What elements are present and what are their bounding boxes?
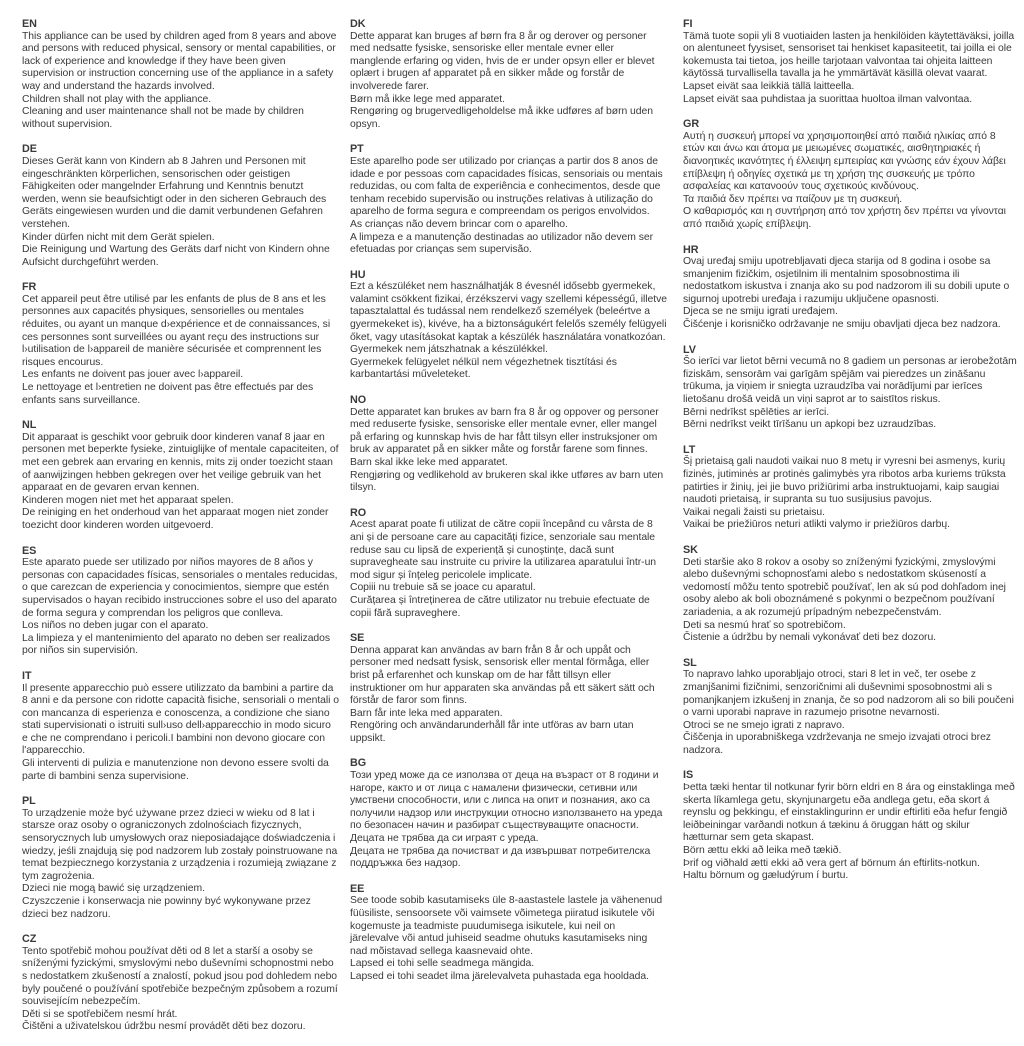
instruction-paragraph: Čištěni a uživatelskou údržbu nesmí provádět děti bez dozoru.	[22, 1021, 306, 1033]
instructions-column-1	[22, 18, 339, 1046]
instruction-paragraph: Čišćenje i korisničko održavanje ne smiju obavljati djeca bez nadzora.	[683, 319, 1001, 331]
instruction-paragraph: Kinderen mogen niet met het apparaat spelen.	[22, 494, 234, 506]
instruction-paragraph: Ovaj uređaj smiju upotrebljavati djeca starija od 8 godina i osobe sa smanjenim fizičkim, osjetilnim ili mentalnim sposobnostima ili nedostatkom iskustva i znanja ako su pod nadzorom ili su dobili upute o sigurnoj upotrebi uređaja i razumiju uključene opasnosti.	[683, 256, 1010, 305]
language-code-label: SK	[683, 543, 698, 556]
instruction-paragraph: Otroci se ne smejo igrati z napravo.	[683, 719, 845, 731]
instruction-paragraph: Този уред може да се използва от деца на възраст от 8 години и нагоре, както и от лица с намалени физически, сетивни или умствени способности, или с липса на опит и познания, ако са получили надзор или инструкции относно използването на уреда по безопасен начин и разбират съществуващите опасности.	[350, 770, 663, 832]
instruction-paragraph: De reiniging en het onderhoud van het apparaat mogen niet zonder toezicht door kinderen worden uitgevoerd.	[22, 507, 329, 531]
language-code-label: SL	[683, 656, 697, 669]
language-code-label: LT	[683, 443, 696, 456]
language-code-label: GR	[683, 118, 700, 131]
instruction-paragraph: See toode sobib kasutamiseks üle 8-aastastele lastele ja vähenenud füüsiliste, sensoorsete või vaimsete võimetega piiratud isikutele või kogemuste ja teadmiste puudumisega isikutele, kui neil on järelevalve või antud juhiseid seadme ohutuks kasutamiseks ning nad mõistavad sellega kaasnevaid ohte.	[350, 895, 663, 957]
instruction-paragraph: Este aparelho pode ser utilizado por crianças a partir dos 8 anos de idade e por pessoas com capacidades físicas, sensoriais ou mentais reduzidas, ou com falta de experiência e conhecimentos, desde que tenham recebido supervisão ou instruções relativas à utilização do aparelho de forma segura e compreendam os perigos envolvidos.	[350, 155, 663, 218]
instruction-paragraph: Vaikai be priežiūros neturi atlikti valymo ir priežiūros darbų.	[683, 519, 950, 531]
instruction-paragraph: Čiščenja in uporabniškega vzdrževanja ne smejo izvajati otroci brez nadzora.	[683, 732, 991, 756]
instruction-paragraph: Dieses Gerät kann von Kindern ab 8 Jahren und Personen mit eingeschränkten körperlichen, sensorischen oder geistigen Fähigkeiten oder mangelnder Erfahrung und Kenntnis benutzt werden, wenn sie beaufsichtigt oder in den sicheren Gebrauch des Geräts eingewiesen wurden und die damit verbundenen Gefahren verstehen.	[22, 155, 327, 230]
language-code-label: FI	[683, 18, 693, 30]
instruction-paragraph: Þetta tæki hentar til notkunar fyrir börn eldri en 8 ára og einstaklinga með skerta líkamlega getu, skynjunargetu eða andlega getu, eða skort á reynslu og þekkingu, ef einstaklingurinn er undir eftirliti eða hefur fengið leiðbeiningar varðandi notkun á tækinu á öruggan hátt og skilur hætturnar sem geta skapast.	[683, 782, 1015, 844]
instructions-column-3	[683, 18, 1017, 895]
instruction-paragraph: Children shall not play with the appliance.	[22, 93, 212, 105]
instruction-paragraph: Copiii nu trebuie să se joace cu aparatul.	[350, 582, 536, 594]
instruction-paragraph: Este aparato puede ser utilizado por niños mayores de 8 años y personas con capacidades físicas, sensoriales o mentales reducidas, o que carezcan de experiencia y conocimientos, siempre que estén supervisados o hayan recibido instrucciones sobre el uso del aparato de forma segura y comprendan los peligros que conlleva.	[22, 557, 338, 619]
language-code-label: FR	[22, 281, 37, 294]
instruction-paragraph: This appliance can be used by children aged from 8 years and above and persons with reduced physical, sensory or mental capabilities, or lack of experience and knowledge if they have been given supervision or instruction concerning use of the appliance in a safety way and understand the hazards involved.	[22, 30, 337, 92]
instruction-paragraph: Gyermekek felügyelet nélkül nem végezhetnek tisztítási és karbantartási műveleteket.	[350, 356, 617, 381]
instruction-paragraph: Dzieci nie mogą bawić się urządzeniem.	[22, 883, 205, 895]
language-section-sk	[683, 544, 1017, 645]
instruction-paragraph: Τα παιδιά δεν πρέπει να παίζουν με τη συσκευή.	[683, 193, 903, 205]
instruction-paragraph: Šo ierīci var lietot bērni vecumā no 8 gadiem un personas ar ierobežotām fiziskām, sensorām vai garīgām spējām vai pieredzes un zināšanu trūkuma, ja viņiem ir sniegta uzraudzība vai norādījumi par ierīces lietošanu drošā veidā un viņi saprot ar to saistītos riskus.	[683, 356, 1017, 406]
language-code-label: NL	[22, 419, 37, 432]
instruction-paragraph: Ezt a készüléket nem használhatják 8 évesnél idősebb gyermekek, valamint csökkent fizikai, érzékszervi vagy szellemi képességű, illetve tapasztalattal és tudással nem rendelkező személyek (beleértve a gyermekeket is), kivéve, ha a biztonságukért felelős személy felügyeli őket, vagy utasításokat kaptak a készülék használatára vonatkozóan.	[350, 281, 667, 343]
language-section-is	[683, 769, 1017, 882]
instruction-paragraph: Curățarea și întreținerea de către utilizator nu trebuie efectuate de copii fără supraveghere.	[350, 594, 650, 619]
language-section-no	[350, 394, 667, 495]
instruction-paragraph: Il presente apparecchio può essere utilizzato da bambini a partire da 8 anni e da persone con ridotte capacità fisiche, sensoriali o mentali o con mancanza di esperienza e conoscenza, a condizione che siano stati supervisionati o istruiti sull›uso dell›apparecchio in modo sicuro e che ne comprendano i pericoli.I bambini non devono giocare con l'apparecchio.	[22, 682, 339, 757]
language-code-label: PL	[22, 795, 36, 808]
instruction-paragraph: Čistenie a údržbu by nemali vykonávať deti bez dozoru.	[683, 632, 937, 644]
language-section-gr	[683, 118, 1017, 231]
language-section-hr	[683, 244, 1017, 332]
instruction-paragraph: Cet appareil peut être utilisé par les enfants de plus de 8 ans et les personnes aux capacités physiques, sensorielles ou mentales réduites, ou ayant un manque d›expérience et de connaissances, si ces personnes sont surveillées ou ayant reçu des instructions sur l›utilisation de l›appareil de manière sécurisée et comprennent les risques encourus.	[22, 293, 331, 368]
instruction-paragraph: Le nettoyage et l›entretien ne doivent pas être effectués par des enfants sans surveillance.	[22, 382, 314, 406]
instruction-paragraph: Gyermekek nem játszhatnak a készülékkel.	[350, 344, 548, 356]
language-code-label: PT	[350, 143, 364, 156]
instruction-paragraph: Децата не трябва да си играят с уреда.	[350, 833, 539, 845]
language-section-ee	[350, 883, 667, 984]
instruction-paragraph: Bērni nedrīkst veikt tīrīšanu un apkopi bez uzraudzības.	[683, 419, 937, 431]
instruction-paragraph: Bērni nedrīkst spēlēties ar ierīci.	[683, 406, 830, 418]
instruction-paragraph: Deti staršie ako 8 rokov a osoby so zníženými fyzickými, zmyslovými alebo duševnými schopnosťami alebo s nedostatkom skúseností a vedomostí môžu tento spotrebič používať, len ak sú pod dohľadom inej osoby alebo ak boli oboznámené s pokynmi o bezpečnom používaní zariadenia, a ak rozumejú prípadným nebezpečenstvám.	[683, 556, 1006, 618]
instruction-paragraph: Denna apparat kan användas av barn från 8 år och uppåt och personer med nedsatt fysisk, sensorisk eller mental förmåga, eller brist på erfarenhet och kunskap om de har fått tillsyn eller instruktioner om hur apparaten ska användas på ett säkert sätt och förstår de faror som finns.	[350, 644, 655, 707]
language-code-label: EE	[350, 882, 365, 895]
language-code-label: RO	[350, 506, 367, 519]
instruction-paragraph: Czyszczenie i konserwacja nie powinny być wykonywane przez dzieci bez nadzoru.	[22, 896, 311, 920]
language-section-fr	[22, 281, 339, 407]
instruction-paragraph: Barn skal ikke leke med apparatet.	[350, 457, 508, 468]
language-section-lv	[683, 344, 1017, 432]
language-section-dk	[350, 18, 667, 131]
language-section-bg	[350, 757, 667, 870]
language-section-se	[350, 632, 667, 745]
instruction-paragraph: Haltu börnum og gæludýrum í burtu.	[683, 870, 849, 882]
instruction-paragraph: Децата не трябва да почистват и да извършват потребителска поддръжка без надзор.	[350, 845, 651, 870]
instruction-paragraph: Los niños no deben jugar con el aparato.	[22, 620, 209, 632]
instruction-paragraph: Αυτή η συσκευή μπορεί να χρησιμοποιηθεί από παιδιά ηλικίας από 8 ετών και άνω και άτομα με μειωμένες σωματικές, αισθητηριακές ή διανοητικές ικανότητες ή έλλειψη εμπειρίας και γνώσης εάν έχουν λάβει επίβλεψη ή οδηγίες σχετικά με τη χρήση της συσκευής με τρόπο ασφαλείας και κατανοούν τους σχετικούς κινδύνους.	[683, 130, 1006, 193]
language-section-en	[22, 18, 339, 131]
instruction-paragraph: Vaikai negali žaisti su prietaisu.	[683, 506, 825, 518]
language-section-cz	[22, 933, 339, 1034]
language-code-label: IS	[683, 769, 694, 782]
instruction-paragraph: Tämä tuote sopii yli 8 vuotiaiden lasten ja henkilöiden käytettäväksi, joilla on alentuneet fyysiset, sensoriset tai henkiset kapasiteetit, tai joilla ei ole kokemusta tai tietoa, jos heille tarjotaan valvontaa tai ohjeita laitteen käytössä turvallisella tavalla ja he ymmärtävät käsillä olevat vaarat.	[683, 30, 1015, 80]
language-code-label: SE	[350, 632, 365, 645]
language-section-it	[22, 670, 339, 783]
instruction-paragraph: Djeca se ne smiju igrati uređajem.	[683, 306, 838, 318]
instruction-paragraph: Kinder dürfen nicht mit dem Gerät spielen.	[22, 231, 215, 243]
language-code-label: NO	[350, 394, 367, 407]
instruction-paragraph: To urządzenie może być używane przez dzieci w wieku od 8 lat i starsze oraz osoby o ograniczonych zdolnościach fizycznych, sensorycznych lub umysłowych oraz nieposiadające doświadczenia i wiedzy, jeśli znajdują się pod nadzorem lub zostały poinstruowane na temat bezpiecznego korzystania z urządzenia i rozumieją związane z tym zagrożenia.	[22, 807, 338, 882]
instruction-paragraph: Deti sa nesmú hrať so spotrebičom.	[683, 619, 846, 631]
instruction-paragraph: Ο καθαρισμός και η συντήρηση από τον χρήστη δεν πρέπει να γίνονται από παιδιά χωρίς επίβλεψη.	[683, 206, 1006, 230]
language-code-label: HU	[350, 268, 366, 281]
instruction-paragraph: Děti si se spotřebičem nesmí hrát.	[22, 1008, 178, 1020]
language-code-label: IT	[22, 669, 32, 682]
language-section-nl	[22, 419, 339, 532]
instruction-paragraph: To napravo lahko uporabljajo otroci, stari 8 let in več, ter osebe z zmanjšanimi fizičnimi, senzoričnimi ali duševnimi sposobnostmi ali s pomanjkanjem izkušenj in znanja, če so pod nadzorom ali so bili poučeni o varni uporabi naprave in razumejo prisotne nevarnosti.	[683, 669, 1014, 719]
language-code-label: LV	[683, 343, 696, 356]
instruction-paragraph: Acest aparat poate fi utilizat de către copii începând cu vârsta de 8 ani și de persoane care au capacități fizice, senzoriale sau mentale reduse sau cu lipsă de experiență și cunoștințe, dacă sunt supravegheate sau instruite cu privire la utilizarea aparatului într-un mod sigur și înțeleg pericolele implicate.	[350, 519, 657, 581]
language-section-ro	[350, 507, 667, 620]
instruction-paragraph: Dit apparaat is geschikt voor gebruik door kinderen vanaf 8 jaar en personen met beperkte fysieke, zintuiglijke of mentale capaciteiten, of met een gebrek aan ervaring en kennis, mits zij onder toezicht staan of aanwijzingen hebben gekregen over het veilige gebruik van het apparaat en de gevaren ervan kennen.	[22, 431, 339, 494]
instruction-paragraph: Dette apparatet kan brukes av barn fra 8 år og oppover og personer med reduserte fysiske, sensoriske eller mentale evner, eller mangel på erfaring og kunnskap hvis de har fått tilsyn eller instruksjoner om bruk av apparatet på en sikker måte og forstår farene som finnes.	[350, 406, 659, 456]
instruction-paragraph: Lapsed ei tohi selle seadmega mängida.	[350, 958, 535, 970]
instruction-paragraph: Lapset eivät saa leikkiä tällä laitteella.	[683, 80, 855, 92]
language-code-label: ES	[22, 544, 37, 557]
language-code-label: DK	[350, 18, 366, 30]
language-section-de	[22, 143, 339, 269]
instruction-paragraph: A limpeza e a manutenção destinadas ao utilizador não devem ser efetuadas por crianças sem supervisão.	[350, 231, 653, 256]
instruction-paragraph: La limpieza y el mantenimiento del aparato no deben ser realizados por niños sin supervisión.	[22, 632, 331, 657]
instruction-paragraph: Börn ættu ekki að leika með tækið.	[683, 845, 842, 857]
language-code-label: CZ	[22, 933, 37, 946]
language-section-lt	[683, 444, 1017, 532]
language-code-label: BG	[350, 757, 367, 770]
instruction-paragraph: Barn får inte leka med apparaten.	[350, 707, 503, 719]
instruction-paragraph: Rengjøring og vedlikehold av brukeren skal ikke utføres av barn uten tilsyn.	[350, 469, 664, 494]
instructions-column-2	[350, 18, 667, 996]
instruction-paragraph: Þrif og viðhald ætti ekki að vera gert af börnum án eftirlits-notkun.	[683, 857, 980, 869]
instruction-paragraph: Die Reinigung und Wartung des Geräts darf nicht von Kindern ohne Aufsicht durchgeführt werden.	[22, 244, 330, 268]
language-section-es	[22, 545, 339, 658]
instruction-paragraph: Šį prietaisą gali naudoti vaikai nuo 8 metų ir vyresni bei asmenys, kurių fizinės, jutiminės ar protinės galimybės yra ribotos arba kuriems trūksta patirties ir žinių, jei jie buvo prižiūrimi arba instruktuojami, kaip saugiai naudoti prietaisą, ir supranta su tuo susijusius pavojus.	[683, 456, 1006, 506]
instruction-paragraph: Rengöring och användarunderhåll får inte utföras av barn utan uppsikt.	[350, 720, 634, 744]
instruction-paragraph: As crianças não devem brincar com o aparelho.	[350, 218, 568, 230]
instruction-paragraph: Rengøring og brugervedligeholdelse må ikke udføres af børn uden opsyn.	[350, 106, 653, 130]
language-section-pt	[350, 143, 667, 256]
language-section-hu	[350, 269, 667, 382]
language-section-fi	[683, 18, 1017, 106]
instruction-paragraph: Dette apparat kan bruges af børn fra 8 år og derover og personer med nedsatte fysiske, sensoriske eller mentale evner eller manglende erfaring og viden, hvis de er under opsyn eller er blevet oplært i brugen af apparatet på en sikker måde og forstår de involverede farer.	[350, 30, 655, 92]
instruction-paragraph: Cleaning and user maintenance shall not be made by children without supervision.	[22, 106, 304, 130]
language-code-label: EN	[22, 18, 37, 30]
language-section-sl	[683, 657, 1017, 758]
instruction-paragraph: Les enfants ne doivent pas jouer avec l›appareil.	[22, 369, 244, 381]
instruction-paragraph: Lapset eivät saa puhdistaa ja suorittaa huoltoa ilman valvontaa.	[683, 93, 973, 105]
instruction-paragraph: Lapsed ei tohi seadet ilma järelevalveta puhastada ega hooldada.	[350, 970, 649, 982]
instruction-paragraph: Børn må ikke lege med apparatet.	[350, 93, 505, 105]
instruction-paragraph: Gli interventi di pulizia e manutenzione non devono essere svolti da parte di bambini senza supervisione.	[22, 758, 329, 782]
language-code-label: HR	[683, 243, 699, 256]
language-section-pl	[22, 795, 339, 921]
instruction-paragraph: Tento spotřebič mohou používat děti od 8 let a starší a osoby se sníženými fyzickými, smyslovými nebo duševními schopnostmi nebo s nedostatkem zkušeností a znalostí, pokud jsou pod dohledem nebo byly poučené o používání spotřebiče bezpečným způsobem a rozumí souvisejícím nebezpečím.	[22, 945, 338, 1008]
language-code-label: DE	[22, 143, 37, 156]
